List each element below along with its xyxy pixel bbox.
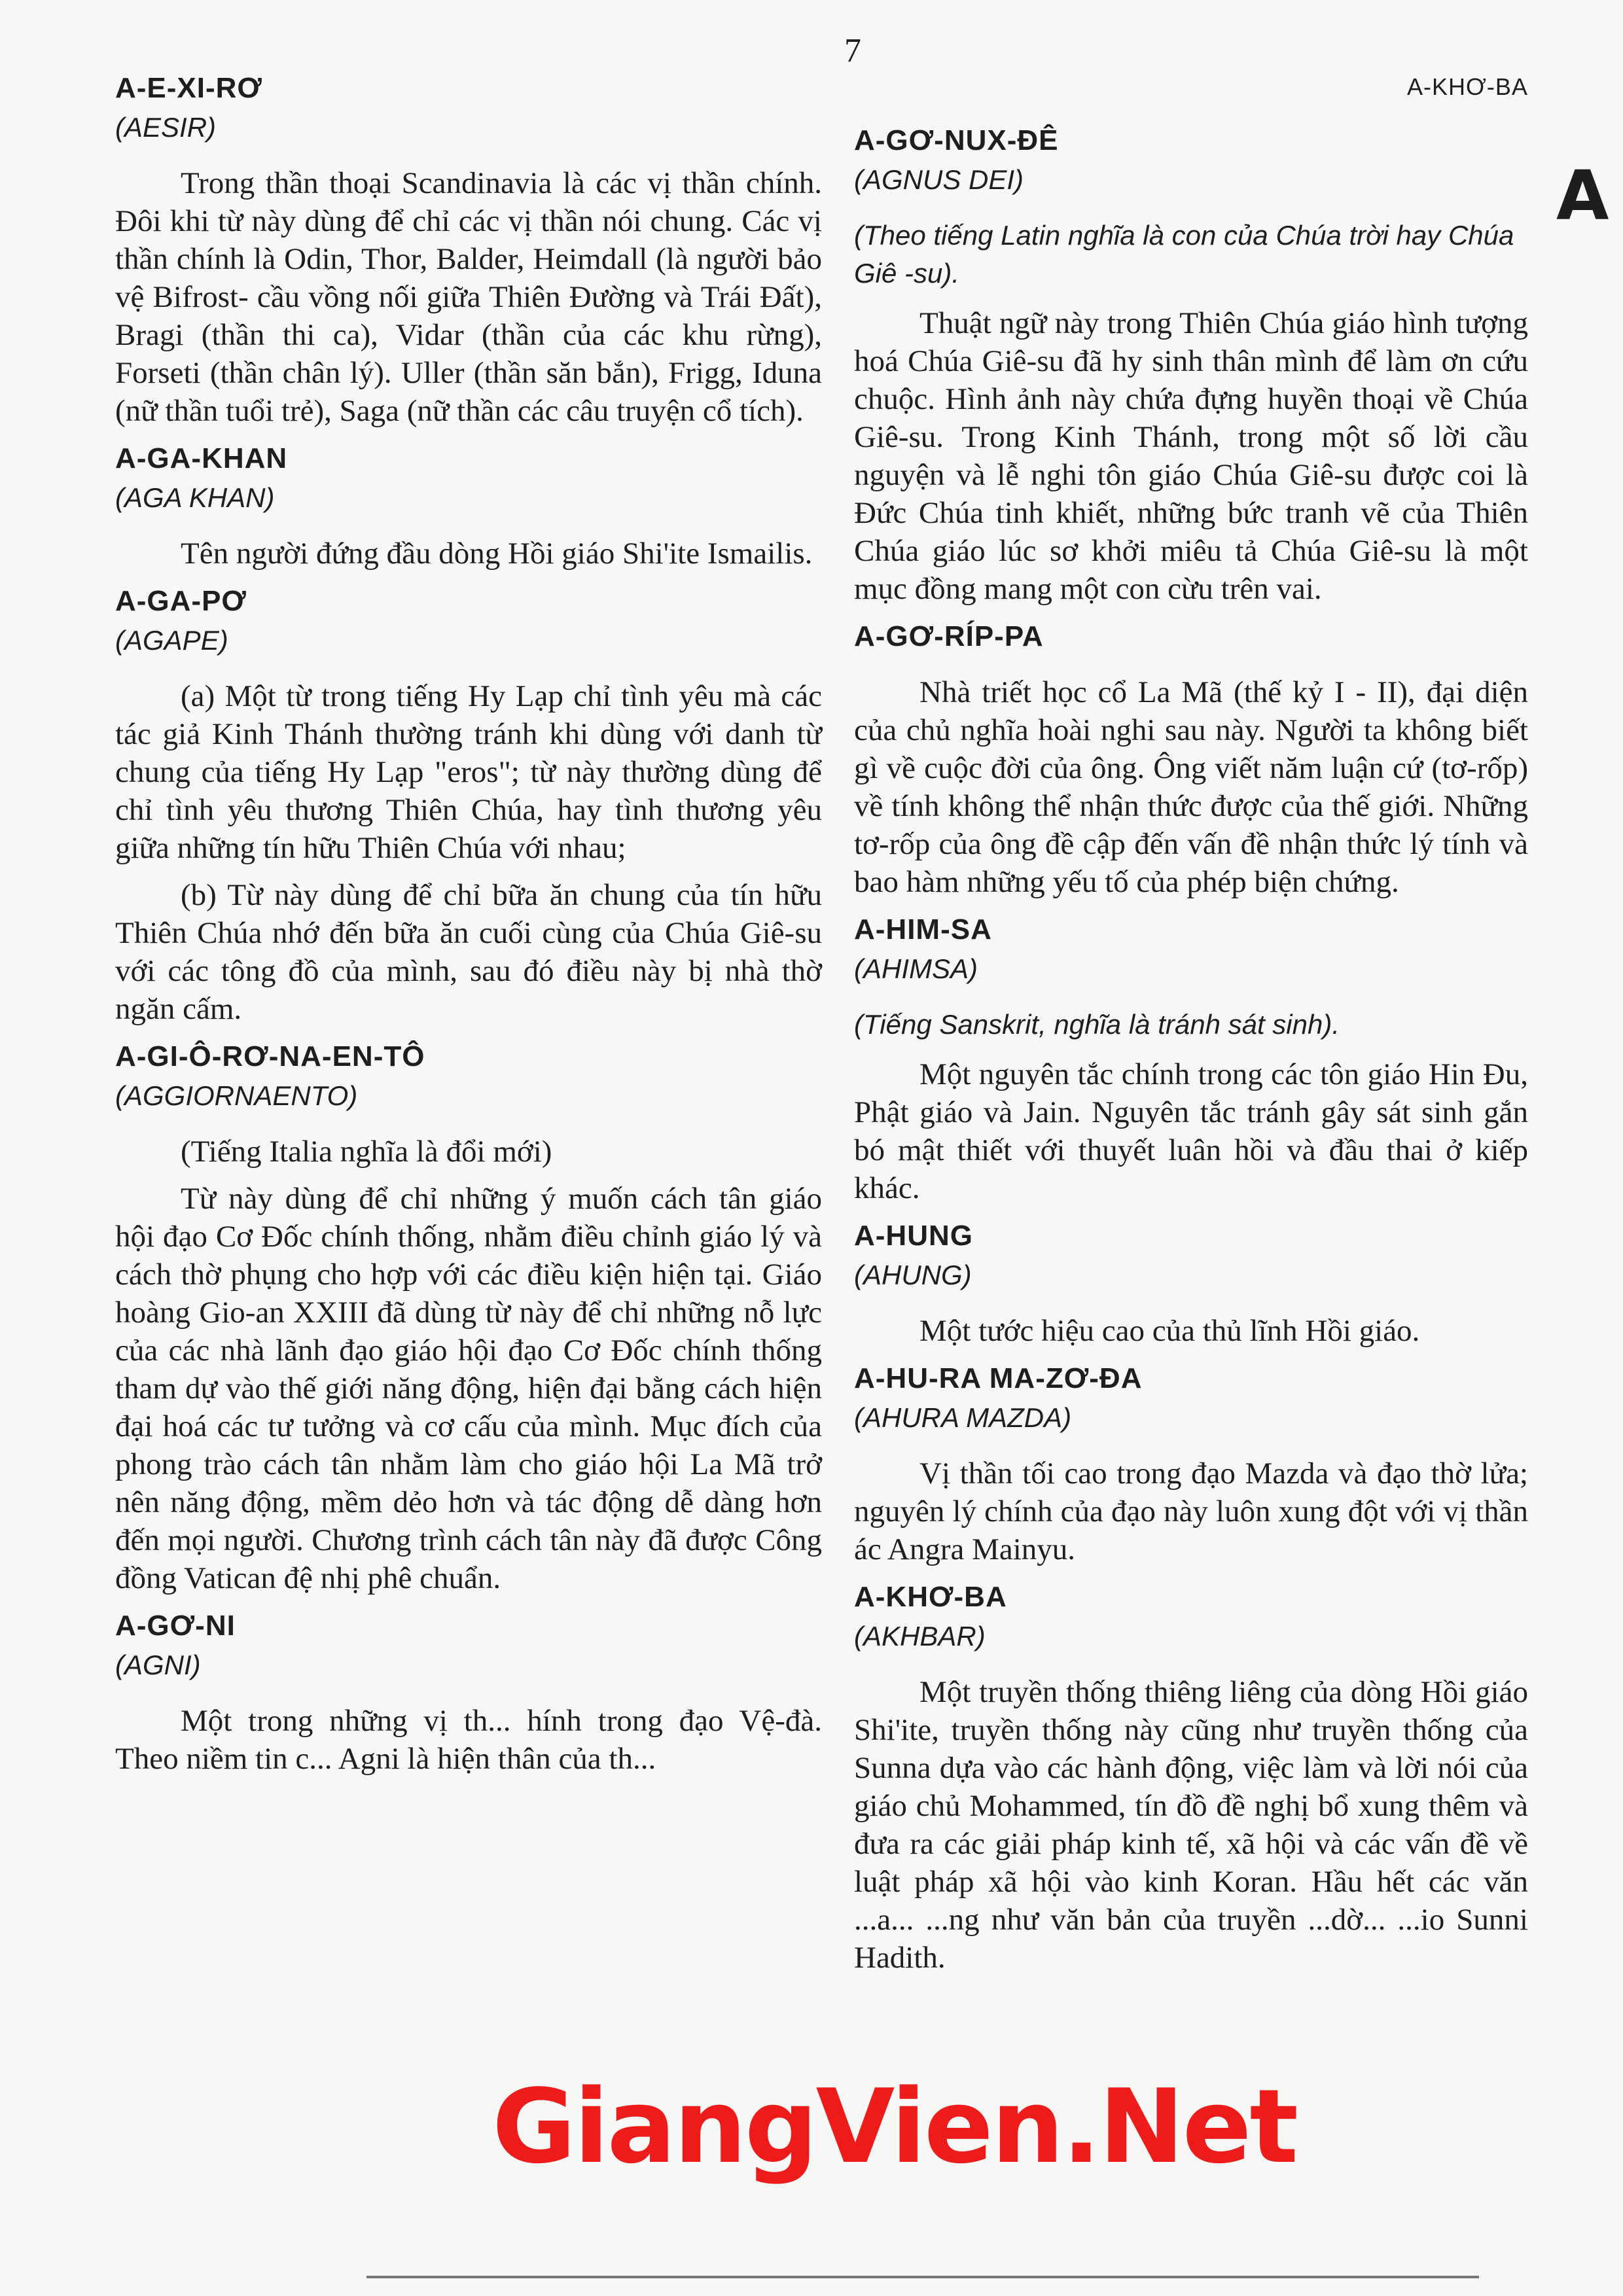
entry-paragraph: Vị thần tối cao trong đạo Mazda và đạo thờ lửa; nguyên lý chính của đạo này luôn xung đột với vị thần ác Angra Mainyu. — [854, 1457, 1528, 1566]
dictionary-entry — [854, 1578, 1528, 1977]
entry-headword: A-GƠ-RÍP-PA — [854, 620, 1044, 652]
page-number: 7 — [844, 32, 861, 69]
dictionary-entry — [854, 910, 1528, 1207]
entry-paragraph: (Tiếng Italia nghĩa là đổi mới) — [181, 1135, 552, 1169]
entry-original-term: (AHURA MAZDA) — [854, 1402, 1072, 1433]
left-column — [115, 69, 822, 1787]
entry-headword: A-HIM-SA — [854, 913, 992, 945]
running-head: A-KHƠ-BA — [1407, 73, 1528, 100]
dictionary-entry — [115, 1037, 822, 1597]
entry-paragraph: Một trong những vị th... hính trong đạo Vệ-đà. Theo niềm tin c... Agni là hiện thân của th... — [115, 1704, 822, 1776]
entry-original-term: (AKHBAR) — [854, 1621, 986, 1651]
entry-etymology-note: (Tiếng Sanskrit, nghĩa là tránh sát sinh). — [854, 1009, 1340, 1040]
entry-paragraph: (b) Từ này dùng để chỉ bữa ăn chung của tín hữu Thiên Chúa nhớ đến bữa ăn cuối cùng của Chúa Giê-su với các tông đồ của mình, sau đó điều này bị nhà thờ ngăn cấm. — [115, 878, 822, 1026]
entry-headword: A-GI-Ô-RƠ-NA-EN-TÔ — [115, 1040, 425, 1072]
dictionary-entry — [115, 582, 822, 1028]
dictionary-entry — [854, 617, 1528, 901]
entry-paragraph: Một nguyên tắc chính trong các tôn giáo Hin Đu, Phật giáo và Jain. Nguyên tắc tránh gây sát sinh gắn bó mật thiết với thuyết luân hồi và đầu thai ở kiếp khác. — [854, 1057, 1528, 1205]
entry-paragraph: Nhà triết học cổ La Mã (thế kỷ I - II), đại diện của chủ nghĩa hoài nghi sau này. Người ta không biết gì về cuộc đời của ông. Ông viết năm luận cứ (tơ-rốp) về tính không thể nhận thức được của thế giới. Những tơ-rốp của ông đề cập đến vấn đề nhận thức lý tính và bao hàm những yếu tố của phép biện chứng. — [854, 675, 1528, 899]
entry-original-term: (AHUNG) — [854, 1260, 972, 1290]
dictionary-entry — [854, 121, 1528, 608]
dictionary-entry — [115, 1606, 822, 1778]
entry-headword: A-HUNG — [854, 1220, 973, 1252]
entry-original-term: (AHIMSA) — [854, 953, 978, 984]
entry-headword: A-E-XI-RƠ — [115, 72, 262, 104]
entry-original-term: (AGNI) — [115, 1650, 201, 1680]
dictionary-entry — [854, 1359, 1528, 1568]
entry-original-term: (AGAPE) — [115, 625, 228, 656]
dictionary-entry — [115, 439, 822, 573]
entry-paragraph: Thuật ngữ này trong Thiên Chúa giáo hình tượng hoá Chúa Giê-su đã hy sinh thân mình để làm ơn cứu chuộc. Hình ảnh này chứa đựng huyền thoại về Chúa Giê-su. Trong Kinh Thánh, trong một số lời cầu nguyện và lễ nghi tôn giáo Chúa Giê-su được coi là Đức Chúa tinh khiết, những bức tranh vẽ của Thiên Chúa giáo lúc sơ khởi miêu tả Chúa Giê-su là một mục đồng mang một con cừu trên vai. — [854, 306, 1528, 606]
dictionary-entry — [115, 69, 822, 430]
entry-paragraph: Tên người đứng đầu dòng Hồi giáo Shi'ite Ismailis. — [181, 537, 813, 571]
entry-original-term: (AGNUS DEI) — [854, 164, 1024, 195]
entry-original-term: (AESIR) — [115, 112, 217, 143]
right-column — [854, 121, 1528, 1986]
dictionary-entry — [854, 1216, 1528, 1350]
entry-original-term: (AGA KHAN) — [115, 482, 275, 513]
entry-headword: A-GƠ-NUX-ĐÊ — [854, 124, 1059, 156]
entry-etymology-note: (Theo tiếng Latin nghĩa là con của Chúa trời hay Chúa Giê -su). — [854, 220, 1514, 289]
entry-headword: A-GƠ-NI — [115, 1610, 236, 1642]
entry-headword: A-GA-PƠ — [115, 585, 247, 617]
entry-headword: A-HU-RA MA-ZƠ-ĐA — [854, 1362, 1143, 1394]
entry-headword: A-GA-KHAN — [115, 442, 288, 474]
thumb-index-letter: A — [1556, 156, 1609, 236]
entry-paragraph: Trong thần thoại Scandinavia là các vị thần chính. Đôi khi từ này dùng để chỉ các vị thần nói chung. Các vị thần chính là Odin, Thor, Balder, Heimdall (là người bảo vệ Bifrost- cầu vồng nối giữa Thiên Đường và Trái Đất), Bragi (thần thi ca), Vidar (thần của các khu rừng), Forseti (thần chân lý). Uller (thần săn bắn), Frigg, Iduna (nữ thần tuổi trẻ), Saga (nữ thần các câu truyện cổ tích). — [115, 166, 822, 428]
bottom-rule — [366, 2276, 1479, 2278]
entry-paragraph: (a) Một từ trong tiếng Hy Lạp chỉ tình yêu mà các tác giả Kinh Thánh thường tránh khi dùng với danh từ chung của tiếng Hy Lạp "eros"; từ này thường dùng để chỉ tình yêu thương Thiên Chúa, hay tình thương yêu giữa những tín hữu Thiên Chúa với nhau; — [115, 679, 822, 865]
entry-paragraph: Từ này dùng để chỉ những ý muốn cách tân giáo hội đạo Cơ Đốc chính thống, nhằm điều chỉnh giáo lý và cách thờ phụng cho hợp với các điều kiện hiện tại. Giáo hoàng Gio-an XXIII đã dùng từ này để chỉ những nỗ lực của các nhà lãnh đạo giáo hội đạo Cơ Đốc chính thống tham dự vào thế giới năng động, hiện đại bằng cách hiện đại hoá các tư tưởng và cơ cấu của mình. Mục đích của phong trào cách tân nhằm làm cho giáo hội La Mã trở nên năng động, mềm dẻo hơn và tác động dễ dàng hơn đến mọi người. Chương trình cách tân này đã được Công đồng Vatican đệ nhị phê chuẩn. — [115, 1182, 822, 1595]
entry-paragraph: Một truyền thống thiêng liêng của dòng Hồi giáo Shi'ite, truyền thống này cũng như truyền thống của Sunna dựa vào các hành động, việc làm và lời nói của giáo chủ Mohammed, tín đồ đề nghị bổ xung thêm và đưa ra các giải pháp kinh tế, xã hội và các vấn đề về luật pháp xã hội vào kinh Koran. Hầu hết các văn ...a... ...ng như văn bản của truyền ...dờ... ...io Sunni Hadith. — [854, 1675, 1528, 1975]
entry-original-term: (AGGIORNAENTO) — [115, 1080, 358, 1111]
watermark: GiangVien.Net — [492, 2061, 1133, 2192]
entry-paragraph: Một tước hiệu cao của thủ lĩnh Hồi giáo. — [919, 1314, 1420, 1348]
entry-headword: A-KHƠ-BA — [854, 1581, 1007, 1613]
